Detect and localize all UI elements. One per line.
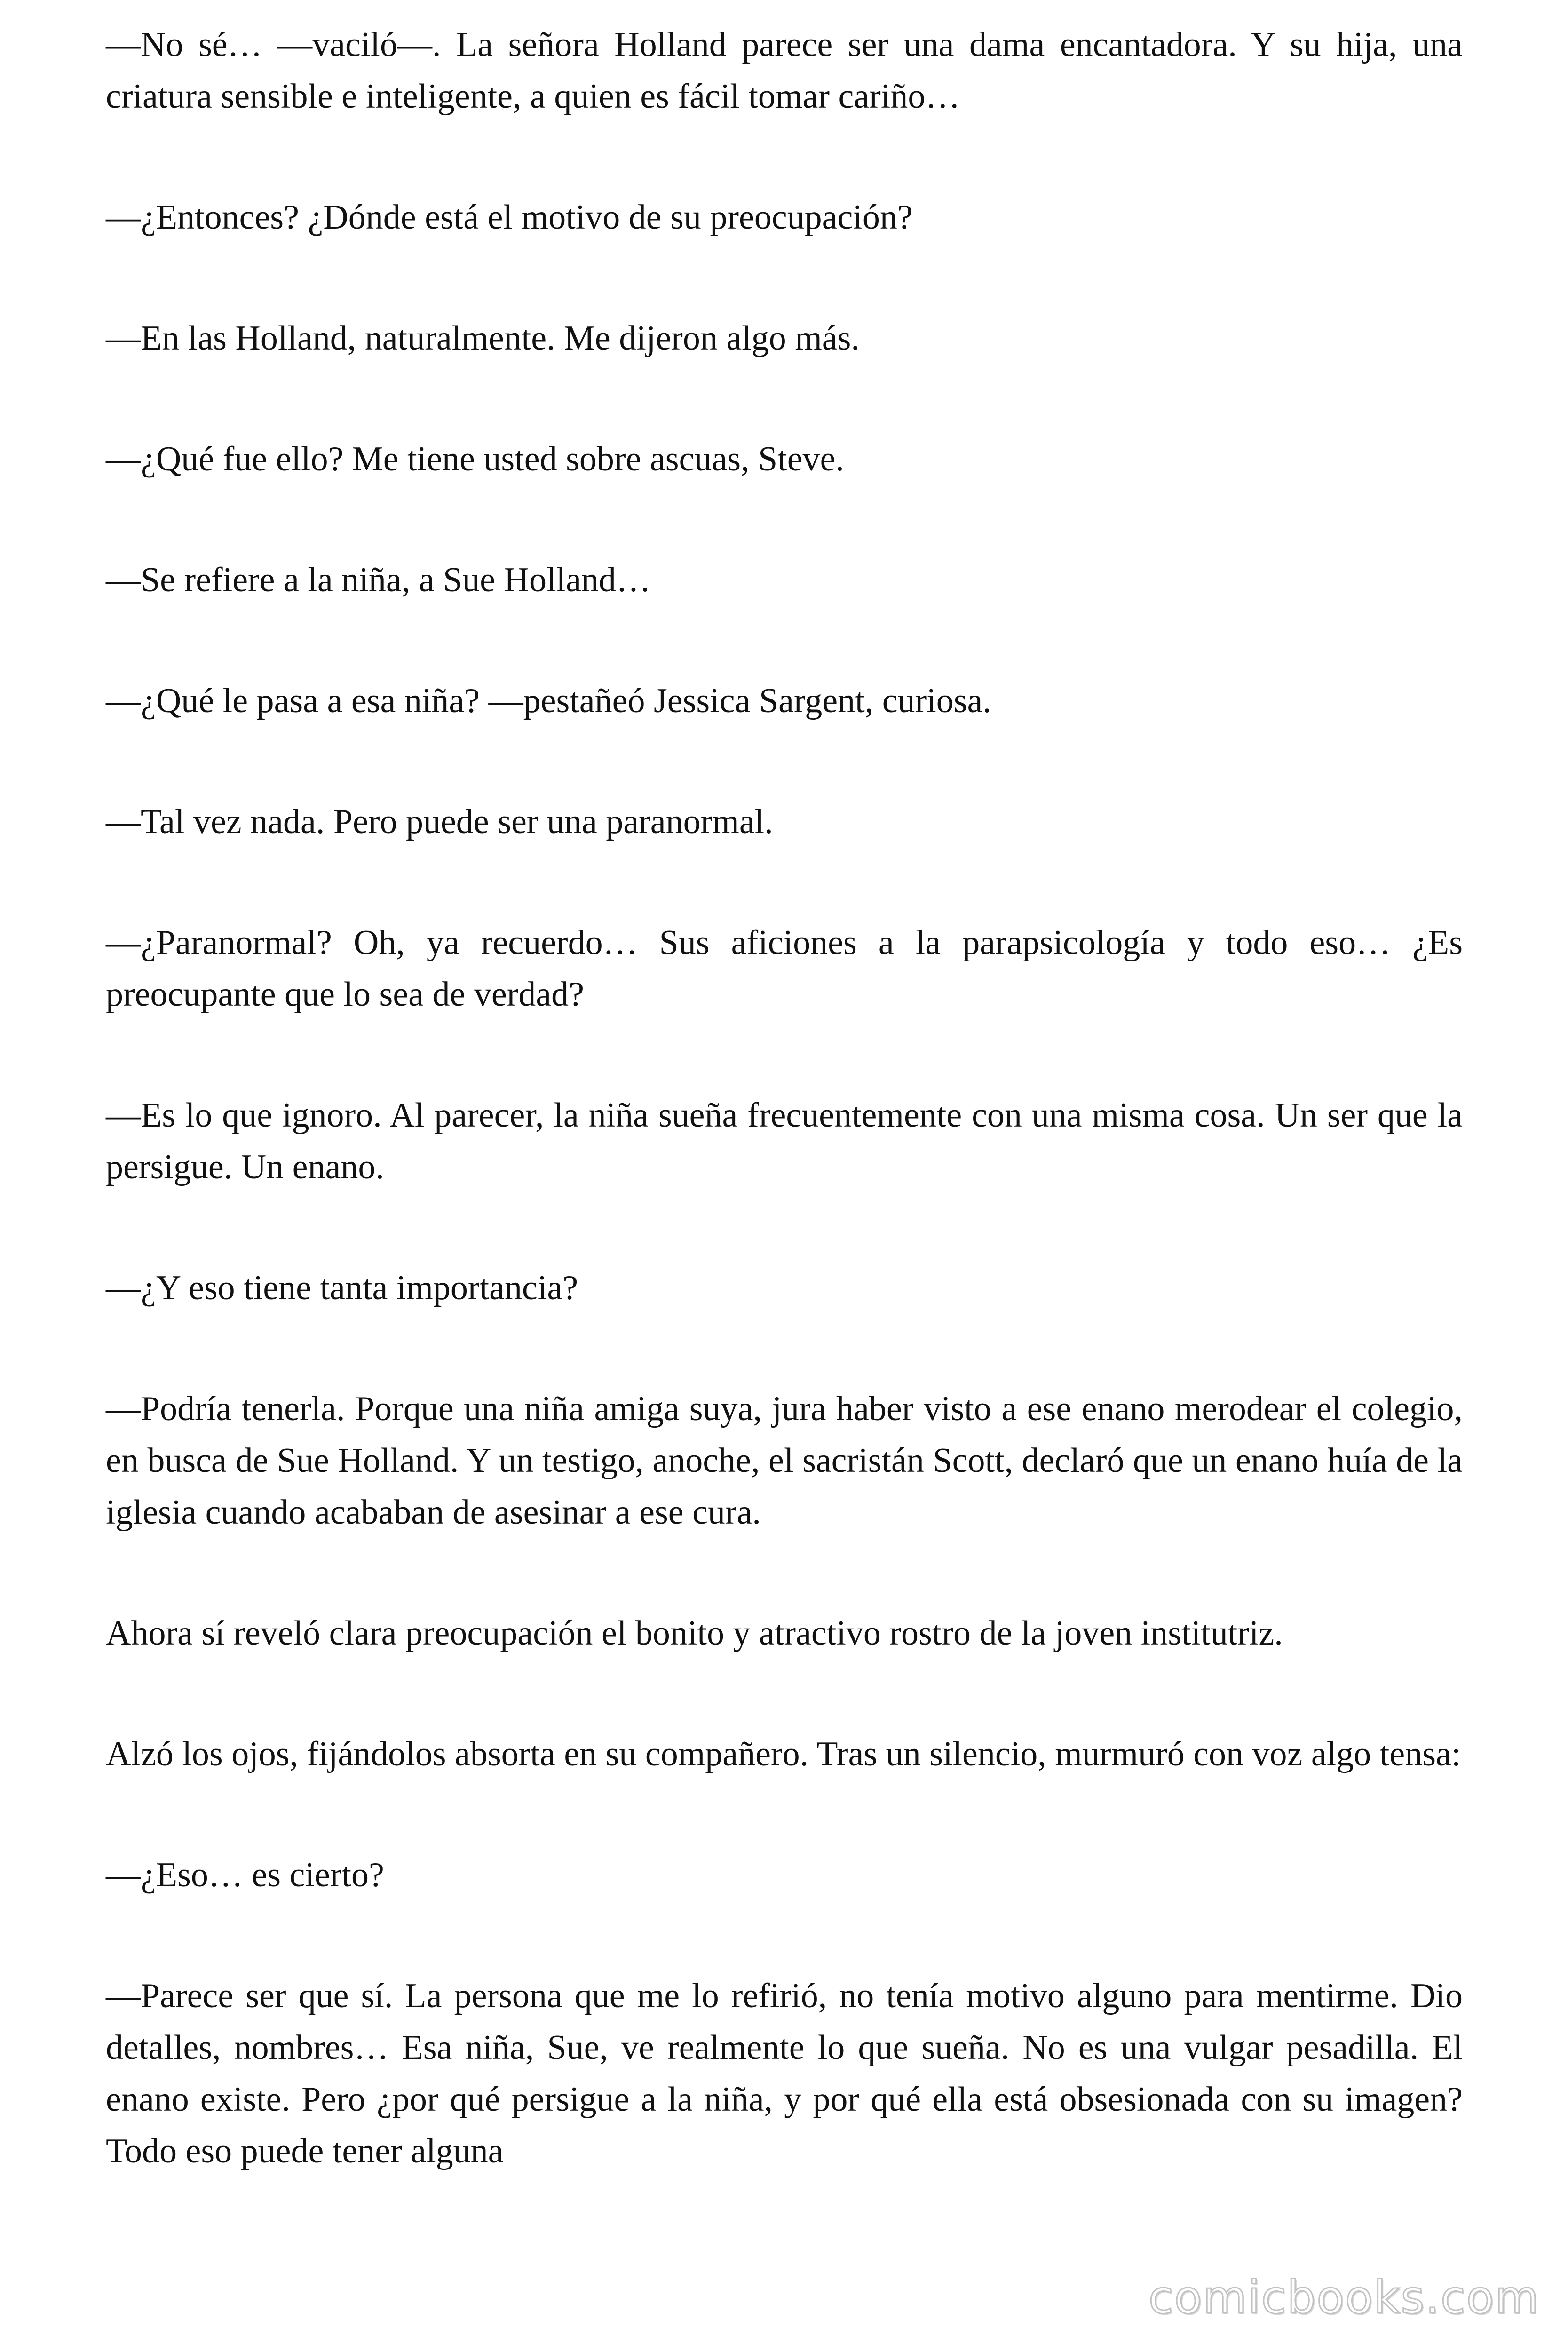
paragraph: —Podría tenerla. Porque una niña amiga suya, jura haber visto a ese enano merodear el colegio, en busca de Sue Holland. Y un testigo, anoche, el sacristán Scott, declaró que un enano huía de la iglesia cuando acababan de asesinar a ese cura.: [106, 1390, 1463, 1532]
paragraph: —Es lo que ignoro. Al parecer, la niña sueña frecuentemente con una misma cosa. Un ser que la persigue. Un enano.: [106, 1096, 1463, 1186]
paragraph: —Parece ser que sí. La persona que me lo refirió, no tenía motivo alguno para mentirme. Dio detalles, nombres… Esa niña, Sue, ve realmente lo que sueña. No es una vulgar pesadilla. El enano existe. Pero ¿por qué persigue a la niña, y por qué ella está obsesionada con su imagen? Todo eso puede tener alguna: [106, 1977, 1463, 2170]
paragraph: —En las Holland, naturalmente. Me dijeron algo más.: [106, 319, 860, 358]
paragraph: —Tal vez nada. Pero puede ser una paranormal.: [106, 803, 773, 841]
paragraph: Ahora sí reveló clara preocupación el bonito y atractivo rostro de la joven institutriz.: [106, 1614, 1283, 1653]
paragraph: —¿Entonces? ¿Dónde está el motivo de su preocupación?: [106, 198, 913, 237]
paragraph: —¿Qué le pasa a esa niña? —pestañeó Jessica Sargent, curiosa.: [106, 682, 991, 720]
paragraph: —¿Paranormal? Oh, ya recuerdo… Sus aficiones a la parapsicología y todo eso… ¿Es preocupante que lo sea de verdad?: [106, 923, 1463, 1014]
watermark: comicbooks.com: [1148, 2271, 1540, 2324]
paragraph: —¿Y eso tiene tanta importancia?: [106, 1269, 578, 1307]
paragraph: —Se refiere a la niña, a Sue Holland…: [106, 561, 651, 599]
paragraph: —¿Qué fue ello? Me tiene usted sobre ascuas, Steve.: [106, 440, 844, 478]
paragraph: —¿Eso… es cierto?: [106, 1856, 384, 1894]
body-text: [106, 19, 1463, 2246]
paragraph: Alzó los ojos, fijándolos absorta en su compañero. Tras un silencio, murmuró con voz algo tensa:: [106, 1735, 1461, 1773]
paragraph: —No sé… —vaciló—. La señora Holland parece ser una dama encantadora. Y su hija, una criatura sensible e inteligente, a quien es fácil tomar cariño…: [106, 25, 1463, 116]
